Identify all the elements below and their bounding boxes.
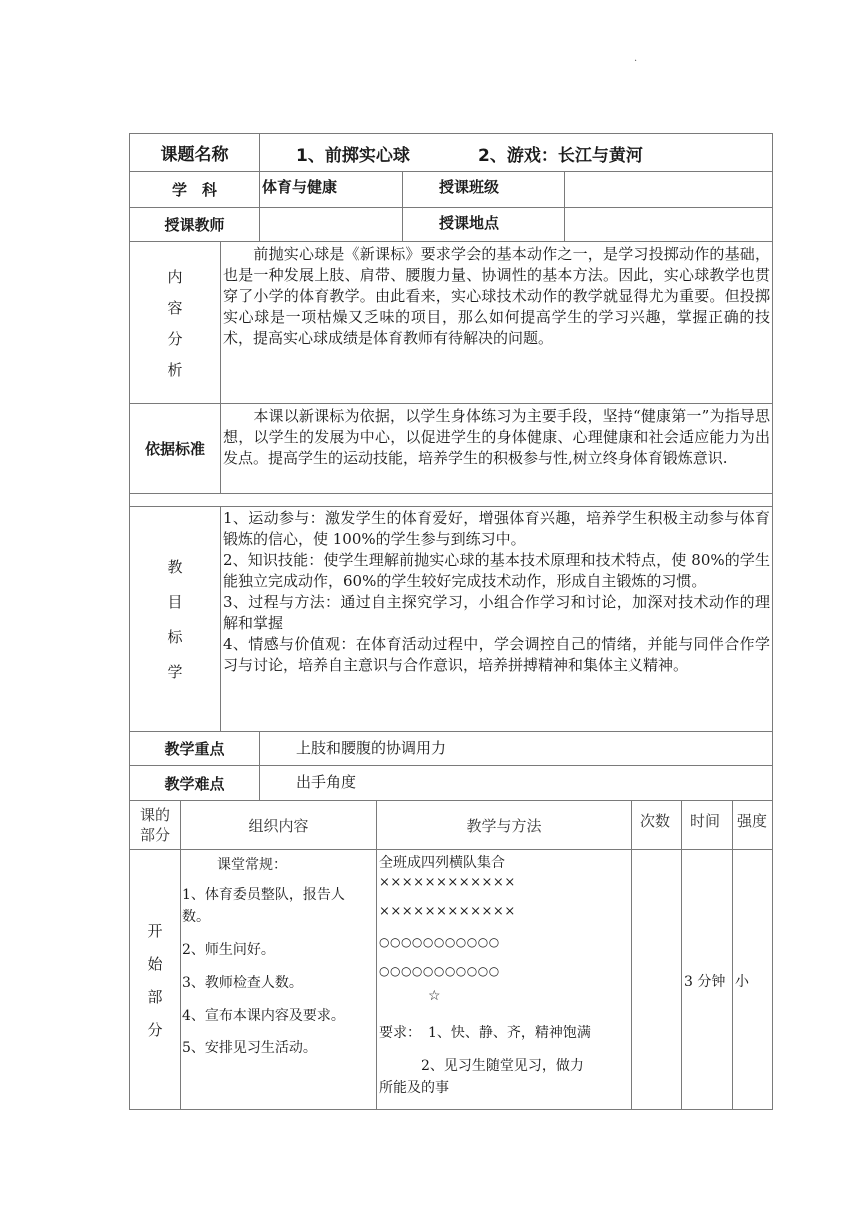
objectives-label-char-1: 教: [167, 558, 183, 576]
part-header-line1: 课的: [139, 806, 170, 824]
section-gap: [129, 493, 773, 506]
routine-item-1-cont: 数。: [182, 909, 210, 925]
requirement-2: 2、见习生随堂见习，做力: [379, 1058, 584, 1074]
part-header-line2: 部分: [139, 826, 170, 844]
topic-2: 2、游戏：长江与黄河: [478, 146, 643, 166]
routine-item-1: 1、体育委员整队，报告人: [182, 887, 345, 903]
opening-intensity: 小: [735, 974, 749, 990]
routine-item-4: 4、宣布本课内容及要求。: [182, 1008, 345, 1024]
subject-label: 学 科: [129, 171, 260, 208]
topic-1: 1、前掷实心球: [296, 146, 410, 166]
formation-row-1: ××××××××××××: [379, 875, 516, 890]
teacher-value[interactable]: [259, 207, 403, 242]
location-value[interactable]: [564, 207, 773, 242]
content-analysis-label: [129, 241, 221, 404]
formation-row-3: ○○○○○○○○○○○: [379, 935, 500, 949]
topic-label: 课题名称: [129, 133, 260, 172]
objective-item: 4、情感与价值观：在体育活动过程中，学会调控自己的情绪，并能与同伴合作学习与讨论，培养自主意识与合作意识，培养拼搏精神和集体主义精神。: [223, 635, 770, 674]
organization-header: 组织内容: [180, 800, 377, 850]
objectives-label-char-4: 学: [167, 663, 183, 681]
class-label: 授课班级: [402, 171, 565, 208]
opening-time: 3 分钟: [684, 974, 726, 990]
opening-time-cell: [681, 849, 733, 1110]
topic-value-cell: [259, 133, 773, 172]
routine-title: 课堂常规：: [217, 857, 287, 873]
basis-label: 依据标准: [129, 403, 221, 494]
part-header: [129, 800, 181, 850]
requirement-1: 要求： 1、快、静、齐，精神饱满: [379, 1025, 591, 1041]
opening-method: [376, 849, 632, 1110]
method-title: 全班成四列横队集合: [379, 855, 505, 871]
difficulty-value: 出手角度: [259, 765, 773, 801]
opening-intensity-cell: [732, 849, 773, 1110]
routine-item-5: 5、安排见习生活动。: [182, 1040, 317, 1056]
routine-item-2: 2、师生问好。: [182, 942, 275, 958]
objective-item: 2、知识技能：使学生理解前抛实心球的基本技术原理和技术特点，使 80%的学生能独立完成动作，60%的学生较好完成技术动作，形成自主锻炼的习惯。: [223, 551, 770, 590]
opening-char-4: 分: [147, 1020, 163, 1039]
subject-value: 体育与健康: [259, 171, 403, 208]
key-point-value: 上肢和腰腹的协调用力: [259, 731, 773, 766]
opening-organization: [180, 849, 377, 1110]
content-label-char-2: 容: [167, 298, 183, 317]
opening-char-3: 部: [147, 987, 163, 1006]
content-label-char-1: 内: [167, 267, 183, 286]
content-label-char-4: 析: [167, 360, 183, 379]
formation-row-2: ××××××××××××: [379, 904, 516, 919]
objective-item: 3、过程与方法：通过自主探究学习，小组合作学习和讨论，加深对技术动作的理解和掌握: [223, 593, 770, 632]
method-header: 教学与方法: [376, 800, 632, 850]
class-value[interactable]: [564, 171, 773, 208]
objectives-label: [129, 506, 221, 732]
teacher-label: 授课教师: [129, 207, 260, 242]
formation-row-4: ○○○○○○○○○○○: [379, 964, 500, 978]
requirement-2-cont: 所能及的事: [379, 1080, 449, 1096]
objective-item: 1、运动参与：激发学生的体育爱好，增强体育兴趣，培养学生积极主动参与体育锻炼的信心，使 100%的学生参与到练习中。: [223, 509, 770, 548]
location-label: 授课地点: [402, 207, 565, 242]
content-analysis-text: 前抛实心球是《新课标》要求学会的基本动作之一，是学习投掷动作的基础，也是一种发展上肢、肩带、腰腹力量、协调性的基本方法。因此，实心球教学也贯穿了小学的体育教学。由此看来，实心球技术动作的教学就显得尤为重要。但投掷实心球是一项枯燥又乏味的项目，那么如何提高学生的学习兴趣，掌握正确的技术，提高实心球成绩是体育教师有待解决的问题。: [220, 241, 773, 404]
objectives-label-char-2: 目: [167, 593, 183, 611]
count-header: 次数: [631, 800, 682, 850]
teacher-star-icon: ☆: [428, 988, 441, 1004]
time-header: 时间: [681, 800, 733, 850]
difficulty-label: 教学难点: [129, 765, 260, 801]
opening-char-1: 开: [147, 921, 163, 940]
objectives-label-char-3: 标: [167, 628, 183, 646]
header-mark: ·: [634, 56, 638, 67]
intensity-header: 强度: [732, 800, 773, 850]
routine-item-3: 3、教师检查人数。: [182, 975, 303, 991]
key-point-label: 教学重点: [129, 731, 260, 766]
opening-char-2: 始: [147, 954, 163, 973]
opening-count: [631, 849, 682, 1110]
objectives-list: [220, 506, 773, 732]
opening-part-label: [129, 849, 181, 1110]
basis-text: 本课以新课标为依据，以学生身体练习为主要手段，坚持“健康第一”为指导思想，以学生的发展为中心，以促进学生的身体健康、心理健康和社会适应能力为出发点。提高学生的运动技能，培养学生的积极参与性,树立终身体育锻炼意识.: [220, 403, 773, 494]
content-label-char-3: 分: [167, 329, 183, 348]
